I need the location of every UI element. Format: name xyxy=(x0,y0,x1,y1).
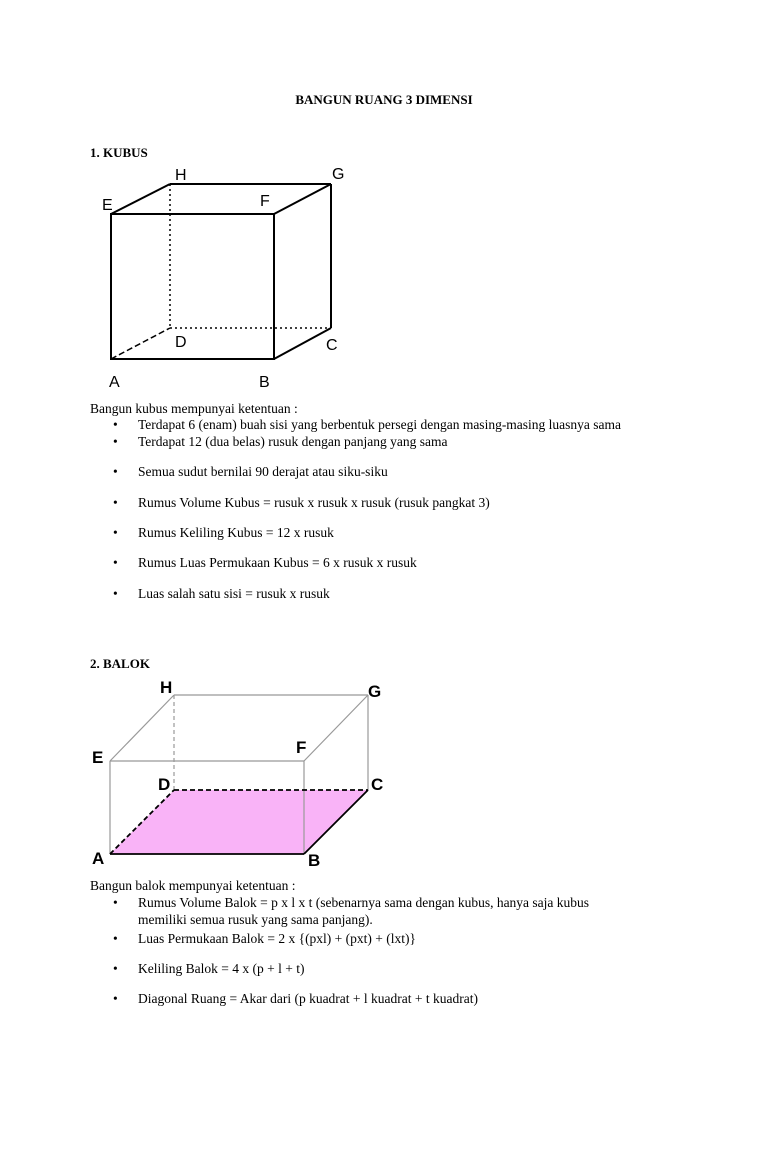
balok-label-d: D xyxy=(158,775,171,794)
page-title: BANGUN RUANG 3 DIMENSI xyxy=(295,92,473,107)
kubus-edge-ad xyxy=(111,328,170,359)
balok-label-h: H xyxy=(160,678,173,697)
balok-label-b: B xyxy=(308,851,321,870)
kubus-diagram xyxy=(95,160,365,395)
balok-diagram xyxy=(88,672,398,872)
kubus-intro: Bangun kubus mempunyai ketentuan : xyxy=(90,401,298,416)
kubus-heading: 1. KUBUS xyxy=(90,145,148,160)
balok-base-face xyxy=(110,790,368,854)
balok-label-g: G xyxy=(368,682,382,701)
kubus-label-a: A xyxy=(109,374,120,391)
kubus-edge-fg xyxy=(274,184,331,214)
kubus-label-b: B xyxy=(259,374,270,391)
balok-label-a: A xyxy=(92,849,105,868)
balok-heading: 2. BALOK xyxy=(90,656,150,671)
balok-label-c: C xyxy=(371,775,384,794)
balok-intro: Bangun balok mempunyai ketentuan : xyxy=(90,878,296,893)
kubus-label-g: G xyxy=(332,166,345,183)
kubus-label-c: C xyxy=(326,337,338,354)
balok-label-f: F xyxy=(296,738,307,757)
balok-edge-eh xyxy=(110,695,174,761)
kubus-label-f: F xyxy=(260,193,270,210)
kubus-edge-bc xyxy=(274,328,331,359)
kubus-label-e: E xyxy=(102,197,113,214)
kubus-label-d: D xyxy=(175,334,187,351)
balok-label-e: E xyxy=(92,748,104,767)
balok-edge-fg xyxy=(304,695,368,761)
kubus-edge-eh xyxy=(111,184,170,214)
kubus-front-face xyxy=(111,214,274,359)
kubus-label-h: H xyxy=(175,167,187,184)
